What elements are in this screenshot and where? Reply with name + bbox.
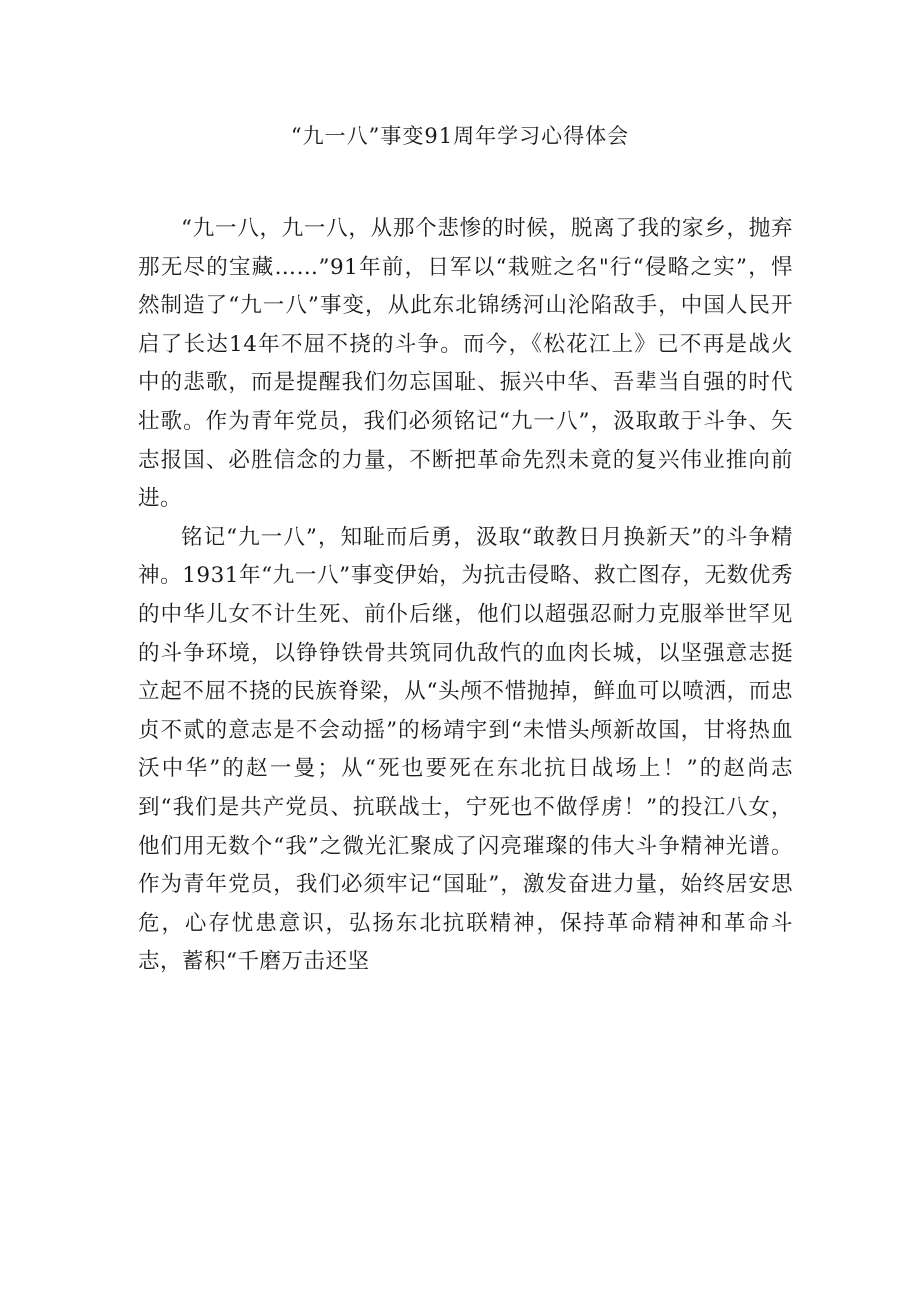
document-body — [138, 210, 793, 982]
paragraph-1: “九一八，九一八，从那个悲惨的时候，脱离了我的家乡，抛弃那无尽的宝藏……”91年前，日军以“栽赃之名"行“侵略之实”，悍然制造了“九一八”事变，从此东北锦绣河山沦陷敌手，中国人民开启了长达14年不屈不挠的斗争。而今，《松花江上》已不再是战火中的悲歌，而是提醒我们勿忘国耻、振兴中华、吾辈当自强的时代壮歌。作为青年党员，我们必须铭记“九一八”，汲取敢于斗争、矢志报国、必胜信念的力量，不断把革命先烈未竟的复兴伟业推向前进。 — [138, 216, 793, 512]
paragraph-2: 铭记“九一八”，知耻而后勇，汲取“敢教日月换新天”的斗争精神。1931年“九一八”事变伊始，为抗击侵略、救亡图存，无数优秀的中华儿女不计生死、前仆后继，他们以超强忍耐力克服举世罕见的斗争环境，以铮铮铁骨共筑同仇敌忾的血肉长城，以坚强意志挺立起不屈不挠的民族脊梁，从“头颅不惜抛掉，鲜血可以喷洒，而忠贞不贰的意志是不会动摇”的杨靖宇到“未惜头颅新故国，甘将热血沃中华”的赵一曼；从“死也要死在东北抗日战场上！”的赵尚志到“我们是共产党员、抗联战士，宁死也不做俘虏！”的投江八女，他们用无数个“我”之微光汇聚成了闪亮璀璨的伟大斗争精神光谱。作为青年党员，我们必须牢记“国耻”，激发奋进力量，始终居安思危，心存忧患意识，弘扬东北抗联精神，保持革命精神和革命斗志，蓄积“千磨万击还坚 — [138, 524, 793, 975]
document-title: “九一八”事变91周年学习心得体会 — [290, 124, 630, 148]
